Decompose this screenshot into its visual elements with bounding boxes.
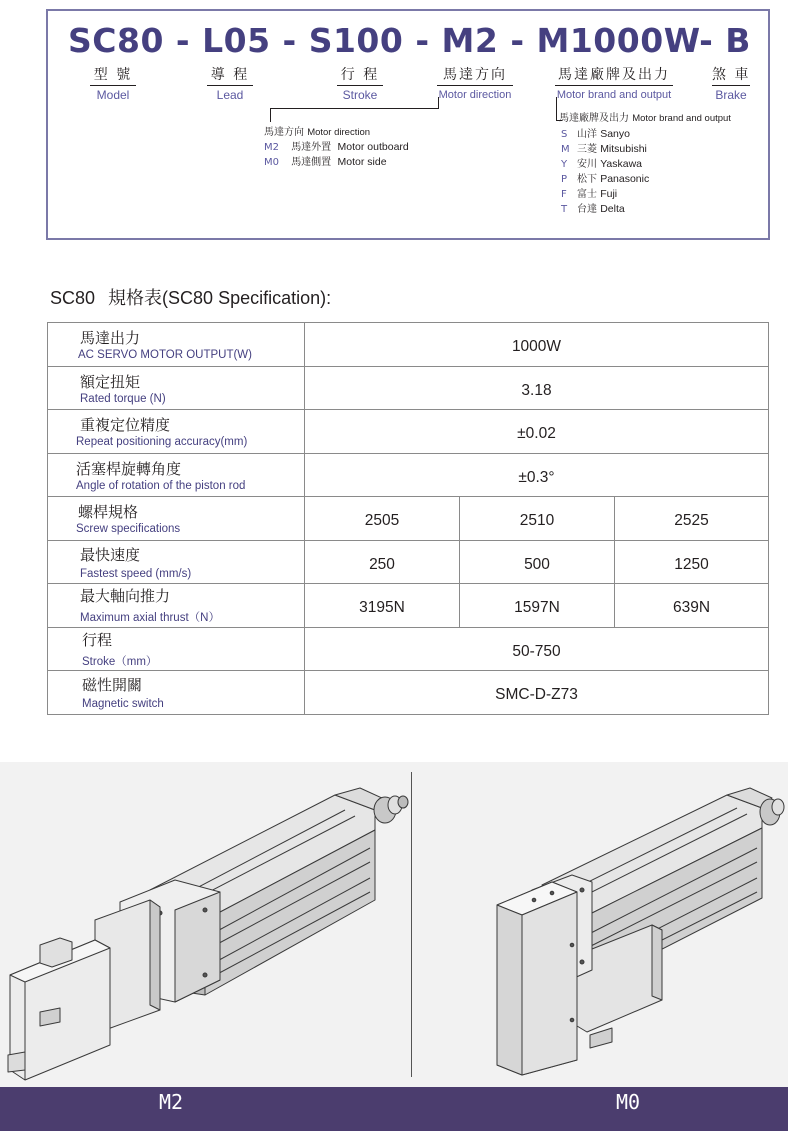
table-row	[48, 671, 769, 715]
label-en: Angle of rotation of the piston rod	[76, 479, 246, 492]
segment-underline	[555, 85, 673, 86]
table-cell: ±0.3°	[305, 453, 769, 497]
label-en: Maximum axial thrust（N）	[80, 612, 220, 625]
model-code-box	[46, 9, 770, 240]
legend-zh: 富士	[577, 189, 597, 200]
table-cell: 500	[460, 540, 615, 584]
label-zh: 額定扭矩	[80, 372, 141, 391]
segment-model-zh: 型 號	[93, 67, 133, 83]
label-zh: 活塞桿旋轉角度	[76, 459, 182, 478]
direction-legend-item	[264, 155, 409, 170]
legend-zh: 松下	[577, 174, 597, 185]
segment-brake-en: Brake	[715, 88, 747, 102]
table-cell: 3195N	[305, 584, 460, 628]
legend-code: Y	[561, 159, 568, 170]
label-zh: 馬達出力	[80, 329, 141, 348]
legend-zh: 台達	[577, 204, 597, 215]
row-label	[48, 453, 305, 497]
row-label	[48, 410, 305, 454]
table-cell: 250	[305, 540, 460, 584]
legend-code: M	[561, 144, 570, 155]
legend-en: Mitsubishi	[600, 143, 647, 155]
label-zh: 磁性開關	[82, 676, 143, 695]
table-row	[48, 497, 769, 541]
label-en: Stroke（mm）	[82, 655, 158, 668]
legend-en: Motor outboard	[337, 141, 409, 153]
connector-line	[438, 97, 439, 109]
row-label	[48, 671, 305, 715]
legend-en: Motor side	[337, 156, 387, 168]
table-cell: 2510	[460, 497, 615, 541]
table-cell: 1597N	[460, 584, 615, 628]
label-zh: 最大軸向推力	[80, 587, 171, 606]
table-cell: 2505	[305, 497, 460, 541]
m2-actuator-image	[0, 770, 410, 1082]
m0-actuator-image	[412, 770, 788, 1082]
connector-line	[270, 108, 271, 122]
brand-heading-en: Motor brand and output	[632, 113, 731, 124]
table-row	[48, 627, 769, 671]
label-zh: 最快速度	[80, 545, 141, 564]
table-row	[48, 366, 769, 410]
table-cell: 1250	[615, 540, 769, 584]
segment-brake	[712, 67, 750, 102]
label-en: Magnetic switch	[82, 698, 164, 711]
m2-label: M2	[159, 1090, 184, 1114]
model-code-title: SC80 - L05 - S100 - M2 - M1000W- B	[68, 21, 751, 60]
brand-legend-item	[561, 187, 731, 202]
brand-legend-item	[561, 202, 731, 217]
segment-stroke	[337, 67, 383, 102]
segment-stroke-zh: 行 程	[340, 67, 380, 83]
spec-title	[50, 284, 331, 310]
legend-zh: 三菱	[577, 144, 597, 155]
row-label	[48, 627, 305, 671]
legend-code: M2	[264, 142, 279, 153]
row-label	[48, 366, 305, 410]
label-band	[0, 1087, 788, 1131]
label-en: Screw specifications	[76, 523, 181, 536]
spec-title-code: SC80	[50, 288, 96, 308]
segment-model-en: Model	[96, 88, 130, 102]
table-row	[48, 410, 769, 454]
brand-legend-item	[561, 157, 731, 172]
legend-zh: 馬達外置	[291, 142, 332, 153]
spec-table	[47, 322, 769, 715]
segment-lead	[207, 67, 253, 102]
legend-zh: 山洋	[577, 129, 597, 140]
segment-underline	[337, 85, 383, 86]
table-cell: 3.18	[305, 366, 769, 410]
direction-legend-item	[264, 140, 409, 155]
table-cell: SMC-D-Z73	[305, 671, 769, 715]
label-en: Repeat positioning accuracy(mm)	[76, 436, 248, 449]
segment-brand-en: Motor brand and output	[556, 89, 672, 101]
legend-code: P	[561, 174, 568, 185]
brand-legend-item	[561, 142, 731, 157]
brand-legend	[559, 111, 731, 217]
segment-lead-zh: 導 程	[210, 67, 250, 83]
label-zh: 螺桿規格	[78, 503, 139, 522]
brand-heading-zh: 馬達廠牌及出力	[559, 113, 629, 124]
row-label	[48, 540, 305, 584]
segment-underline	[437, 85, 513, 86]
table-row	[48, 540, 769, 584]
legend-en: Fuji	[600, 188, 618, 200]
segment-motor-direction	[437, 67, 513, 102]
segment-lead-en: Lead	[216, 88, 244, 102]
label-en: AC SERVO MOTOR OUTPUT(W)	[78, 349, 252, 362]
connector-line	[270, 108, 439, 109]
segment-brake-zh: 煞 車	[712, 67, 751, 83]
table-cell: 1000W	[305, 323, 769, 367]
table-cell: ±0.02	[305, 410, 769, 454]
segment-brand-zh: 馬達廠牌及出力	[558, 67, 670, 83]
table-cell: 2525	[615, 497, 769, 541]
legend-code: M0	[264, 157, 279, 168]
segment-stroke-en: Stroke	[342, 88, 378, 102]
table-row	[48, 453, 769, 497]
legend-zh: 馬達側置	[291, 157, 332, 168]
segment-underline	[90, 85, 136, 86]
brand-legend-heading	[559, 111, 731, 126]
row-label	[48, 584, 305, 628]
table-row	[48, 584, 769, 628]
spec-title-en: (SC80 Specification):	[162, 288, 332, 308]
legend-en: Panasonic	[600, 173, 650, 185]
direction-heading-en: Motor direction	[307, 127, 371, 138]
legend-code: S	[561, 129, 568, 140]
direction-heading-zh: 馬達方向	[264, 127, 304, 138]
legend-en: Sanyo	[600, 128, 630, 140]
segment-underline	[712, 85, 750, 86]
row-label	[48, 497, 305, 541]
segment-direction-en: Motor direction	[438, 89, 512, 101]
legend-en: Yaskawa	[600, 158, 643, 170]
spec-title-zh: 規格表	[108, 288, 163, 308]
m0-label: M0	[616, 1090, 641, 1114]
legend-zh: 安川	[577, 159, 597, 170]
segment-underline	[207, 85, 253, 86]
legend-code: F	[561, 189, 567, 200]
table-cell: 639N	[615, 584, 769, 628]
label-en: Rated torque (N)	[80, 392, 166, 405]
row-label	[48, 323, 305, 367]
legend-code: T	[561, 204, 568, 215]
table-row	[48, 323, 769, 367]
brand-legend-item	[561, 172, 731, 187]
label-zh: 重複定位精度	[80, 416, 171, 435]
legend-en: Delta	[600, 203, 625, 215]
table-cell: 50-750	[305, 627, 769, 671]
connector-line	[556, 97, 557, 121]
brand-legend-item	[561, 127, 731, 142]
segment-model	[90, 67, 136, 102]
segment-motor-brand	[555, 67, 673, 102]
segment-direction-zh: 馬達方向	[443, 67, 507, 83]
label-zh: 行程	[82, 630, 113, 649]
direction-legend	[264, 125, 409, 170]
direction-legend-heading	[264, 125, 409, 140]
label-en: Fastest speed (mm/s)	[80, 567, 192, 580]
